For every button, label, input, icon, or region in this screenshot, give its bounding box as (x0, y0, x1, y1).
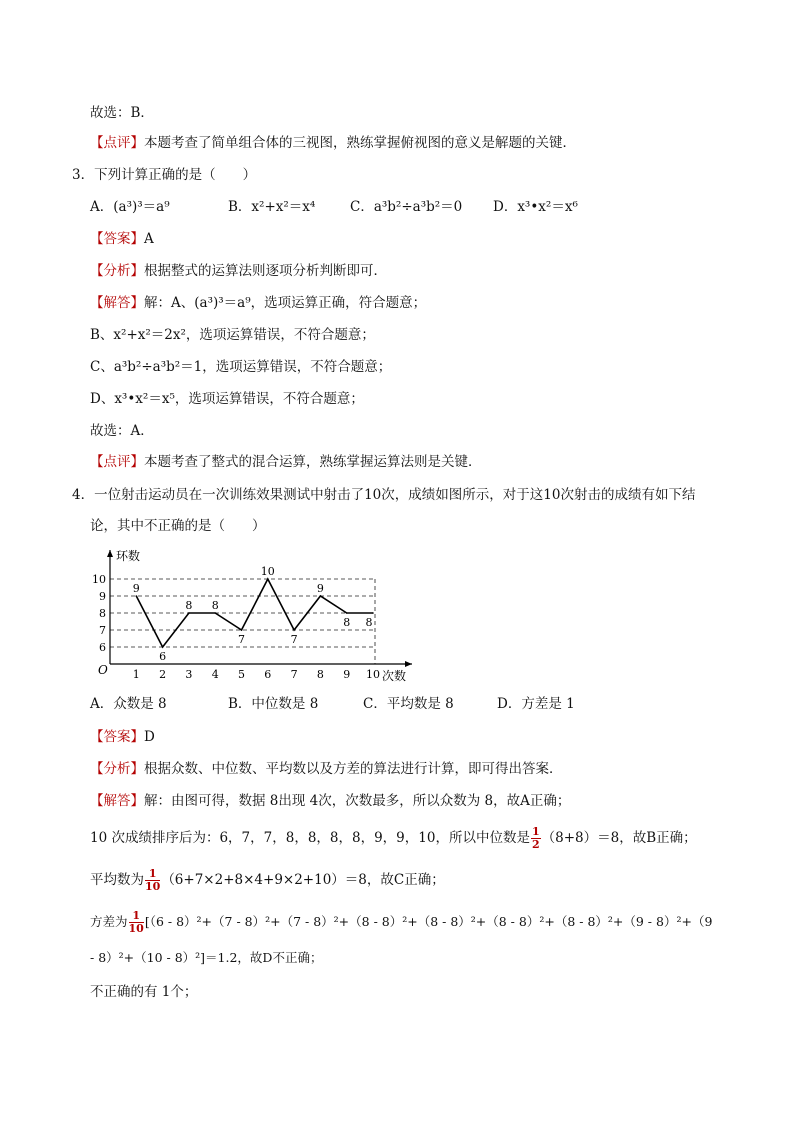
data-point (241, 629, 243, 631)
q4-option-d: D．方差是 1 (497, 696, 575, 712)
data-label: 7 (290, 633, 298, 646)
x-tick-label: 2 (159, 668, 167, 681)
q3-solution-d: D、x³•x²＝x⁵，选项运算错误，不符合题意； (90, 391, 364, 407)
solution-tag: 【解答】 (90, 295, 144, 311)
data-label: 10 (260, 565, 275, 578)
q4-analysis (90, 759, 563, 779)
q2-choice: 故选：B． (90, 105, 154, 121)
comment-tag: 【点评】 (90, 454, 144, 470)
x-tick-label: 7 (290, 668, 298, 681)
x-tick-label: 9 (343, 668, 351, 681)
q3-option-d: D．x³•x²＝x⁶ (493, 199, 578, 215)
x-axis-label: 次数 (382, 669, 407, 683)
q4-option-b: B．中位数是 8 (228, 696, 319, 712)
variance-denominator: 10 (128, 922, 144, 935)
data-point (372, 612, 374, 614)
data-label: 9 (316, 582, 324, 595)
data-label: 7 (238, 633, 245, 646)
q4-solution-variance (90, 910, 712, 935)
comment-text: 本题考查了简单组合体的三视图，熟练掌握俯视图的意义是解题的关键． (144, 135, 576, 151)
answer-value: A (144, 231, 154, 247)
q3-solution-c: C、a³b²÷a³b²＝1，选项运算错误，不符合题意； (90, 359, 392, 375)
half-denominator: 2 (531, 838, 540, 851)
q4-answer (90, 727, 155, 747)
median-pre: 10 次成绩排序后为：6，7，7，8，8，8，8，9，9，10，所以中位数是 (90, 830, 530, 846)
half-fraction (531, 826, 541, 851)
variance-numerator: 1 (129, 910, 144, 923)
q4-option-c: C．平均数是 8 (363, 696, 454, 712)
y-tick-label: 9 (99, 590, 106, 603)
q4-conclusion: 不正确的有 1个； (90, 984, 198, 1000)
q3-answer (90, 229, 154, 249)
q4-option-a: A．众数是 8 (90, 696, 167, 712)
variance-post: [（6 - 8）²+（7 - 8）²+（7 - 8）²+（8 - 8）²+（8 - 8）²+（8 - 8）²+（8 - 8）²+（9 - 8）²+（9 (144, 914, 713, 929)
y-axis-label: 环数 (116, 549, 141, 563)
q4-solution-line1 (90, 791, 570, 811)
chart-data-labels (133, 565, 373, 663)
q3-option-a: A．(a³)³＝a⁹ (90, 199, 170, 215)
analysis-tag: 【分析】 (90, 263, 144, 279)
variance-pre: 方差为 (90, 914, 128, 929)
variance-fraction (129, 910, 144, 935)
data-point (267, 578, 269, 580)
x-tick-label: 3 (185, 668, 193, 681)
x-tick-label: 10 (366, 668, 380, 681)
q4-solution-variance-line2: - 8）²+（10 - 8）²]＝1.2，故D不正确； (90, 950, 323, 965)
x-tick-label: 4 (211, 668, 219, 681)
origin-label: O (98, 663, 108, 677)
x-tick-label: 1 (132, 668, 140, 681)
comment-text: 本题考查了整式的混合运算，熟练掌握运算法则是关键． (144, 454, 482, 470)
answer-tag: 【答案】 (90, 231, 144, 247)
analysis-tag: 【分析】 (90, 761, 144, 777)
tenth-numerator: 1 (145, 868, 160, 881)
solution-line1-text: 解：由图可得，数据 8出现 4次，次数最多，所以众数为 8，故A正确； (144, 793, 571, 809)
half-numerator: 1 (531, 825, 540, 838)
q3-analysis (90, 261, 387, 281)
data-point (346, 612, 348, 614)
data-label: 8 (185, 599, 193, 612)
q2-comment (90, 133, 576, 153)
data-point (136, 595, 138, 597)
analysis-text: 根据整式的运算法则逐项分析判断即可． (144, 263, 387, 279)
data-label: 8 (365, 616, 373, 629)
q3-option-c: C．a³b²÷a³b²＝0 (350, 199, 463, 215)
mean-post: （6+7×2+8×4+9×2+10）＝8，故C正确； (161, 872, 445, 888)
y-tick-label: 8 (99, 607, 106, 620)
q3-option-b: B．x²+x²＝x⁴ (228, 199, 316, 215)
data-point (162, 646, 164, 648)
answer-value: D (144, 729, 155, 745)
x-tick-label: 5 (238, 668, 245, 681)
q4-stem-line2: 论，其中不正确的是（ ） (90, 518, 266, 534)
data-point (293, 629, 295, 631)
tenth-fraction (145, 868, 160, 893)
solution-a-text: 解：A、(a³)³＝a⁹，选项运算正确，符合题意； (144, 295, 427, 311)
x-tick-label: 8 (316, 668, 324, 681)
q4-solution-mean (90, 868, 445, 893)
data-point (188, 612, 190, 614)
analysis-text: 根据众数、中位数、平均数以及方差的算法进行计算，即可得出答案． (144, 761, 563, 777)
data-point (320, 595, 322, 597)
comment-tag: 【点评】 (90, 135, 144, 151)
tenth-denominator: 10 (145, 880, 161, 893)
data-label: 8 (343, 616, 351, 629)
chart-series (136, 578, 374, 648)
y-tick-label: 6 (99, 641, 106, 654)
shooting-score-line-chart (92, 546, 422, 686)
y-tick-label: 10 (92, 573, 106, 586)
x-tick-label: 6 (264, 668, 272, 681)
q4-stem-line1: 4．一位射击运动员在一次训练效果测试中射击了10次，成绩如图所示，对于这10次射击的成绩有如下结 (72, 487, 696, 503)
mean-pre: 平均数为 (90, 872, 144, 888)
y-axis-arrow (107, 550, 113, 557)
median-post: （8+8）＝8，故B正确； (541, 830, 697, 846)
q3-stem: 3．下列计算正确的是（ ） (72, 167, 257, 183)
y-tick-label: 7 (99, 624, 106, 637)
data-point (214, 612, 216, 614)
solution-tag: 【解答】 (90, 793, 144, 809)
data-label: 8 (211, 599, 219, 612)
q3-solution-b: B、x²+x²＝2x²，选项运算错误，不符合题意； (90, 327, 375, 343)
data-label: 9 (132, 582, 140, 595)
data-label: 6 (159, 650, 167, 663)
q4-solution-median (90, 826, 697, 851)
x-axis-arrow (405, 661, 412, 667)
q3-solution-a (90, 293, 426, 313)
q3-comment (90, 452, 482, 472)
answer-tag: 【答案】 (90, 729, 144, 745)
q3-choice: 故选：A． (90, 423, 154, 439)
